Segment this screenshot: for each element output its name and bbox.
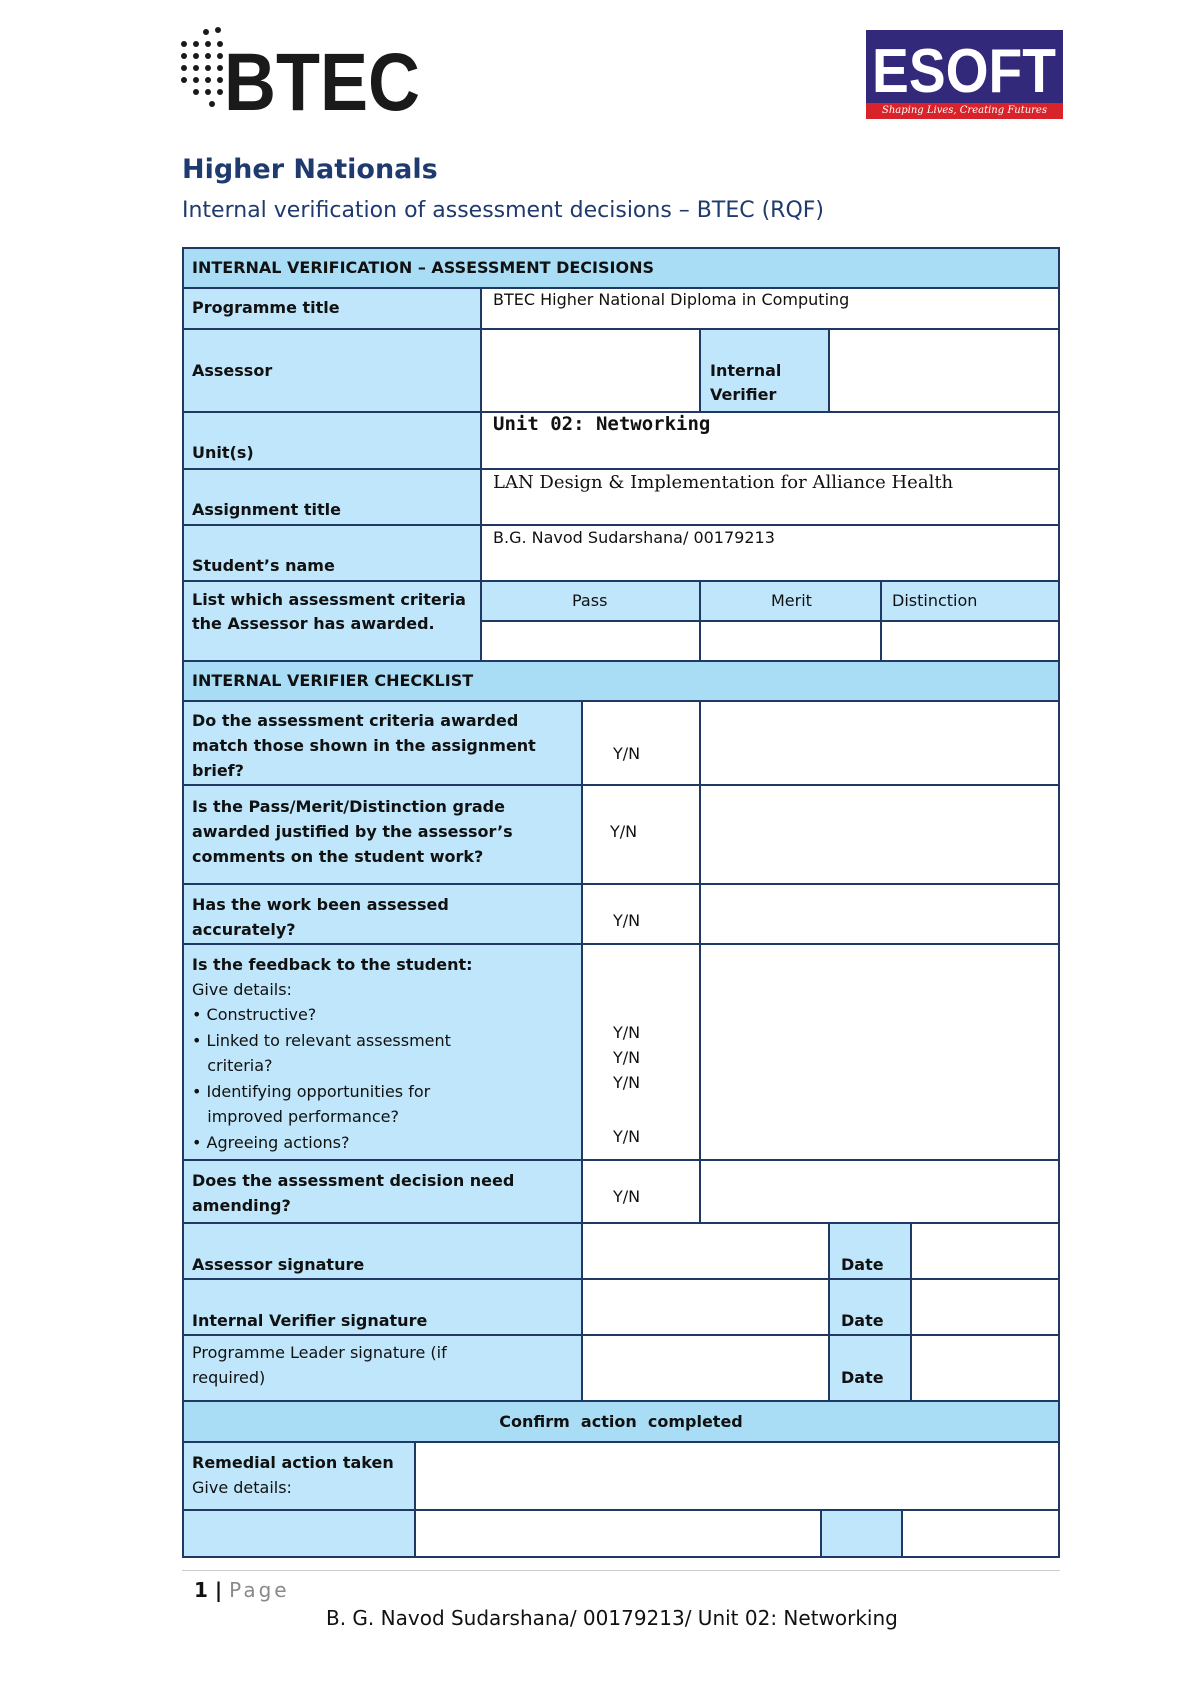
pl-signature-label-line1: Programme Leader signature (if xyxy=(192,1343,447,1362)
q4-yn-2[interactable]: Y/N xyxy=(613,1048,641,1067)
internal-verifier-label-line2: Verifier xyxy=(710,385,777,404)
remedial-give-details: Give details: xyxy=(192,1478,292,1497)
q4-improved: improved performance? xyxy=(192,1107,399,1126)
q2-line2: awarded justified by the assessor’s xyxy=(192,822,513,841)
q2-line3: comments on the student work? xyxy=(192,847,484,866)
btec-logo xyxy=(178,26,428,116)
btec-logo-text: BTEC xyxy=(224,37,420,116)
q1-line1: Do the assessment criteria awarded xyxy=(192,711,519,730)
remedial-label: Remedial action taken xyxy=(192,1453,394,1472)
confirm-heading: Confirm action completed xyxy=(499,1412,743,1431)
q4-yn-4[interactable]: Y/N xyxy=(613,1127,641,1146)
q4-criteria: criteria? xyxy=(192,1056,273,1075)
q5-line2: amending? xyxy=(192,1196,291,1215)
programme-title-label: Programme title xyxy=(192,298,340,317)
student-name-value: B.G. Navod Sudarshana/ 00179213 xyxy=(493,528,775,547)
page-title: Higher Nationals xyxy=(182,154,438,185)
page-word: Page xyxy=(229,1578,290,1602)
q4-linked: • Linked to relevant assessment xyxy=(192,1031,451,1050)
assignment-title-label: Assignment title xyxy=(192,500,342,519)
esoft-logo xyxy=(866,30,1063,119)
form-heading: INTERNAL VERIFICATION – ASSESSMENT DECISIONS xyxy=(192,258,654,277)
iv-date-label: Date xyxy=(841,1311,884,1330)
criteria-label-line1: List which assessment criteria xyxy=(192,590,466,609)
q4-agreeing: • Agreeing actions? xyxy=(192,1133,350,1152)
assignment-title-value: LAN Design & Implementation for Alliance Health xyxy=(493,472,954,493)
iv-signature-label: Internal Verifier signature xyxy=(192,1311,428,1330)
pl-signature-label-line2: required) xyxy=(192,1368,266,1387)
esoft-tagline: Shaping Lives, Creating Futures xyxy=(866,103,1063,119)
assessor-label: Assessor xyxy=(192,361,273,380)
page-number xyxy=(194,1578,290,1602)
remedial-small-cell xyxy=(821,1510,902,1558)
q2-yn[interactable]: Y/N xyxy=(610,822,638,841)
q5-yn[interactable]: Y/N xyxy=(613,1187,641,1206)
criteria-label-line2: the Assessor has awarded. xyxy=(192,614,435,633)
esoft-logo-text: ESOFT xyxy=(872,37,1057,100)
grade-pass-header: Pass xyxy=(572,591,608,610)
student-name-label: Student’s name xyxy=(192,556,335,575)
unit-label: Unit(s) xyxy=(192,443,254,462)
q2-line1: Is the Pass/Merit/Distinction grade xyxy=(192,797,505,816)
internal-verifier-label-line1: Internal xyxy=(710,361,782,380)
footer-rule xyxy=(182,1570,1060,1571)
q1-line2: match those shown in the assignment xyxy=(192,736,536,755)
q3-yn[interactable]: Y/N xyxy=(613,911,641,930)
q1-yn[interactable]: Y/N xyxy=(613,744,641,763)
grade-merit-header: Merit xyxy=(771,591,812,610)
q4-yn-3[interactable]: Y/N xyxy=(613,1073,641,1092)
checklist-heading: INTERNAL VERIFIER CHECKLIST xyxy=(192,671,474,690)
q4-yn-1[interactable]: Y/N xyxy=(613,1023,641,1042)
footer-text: B. G. Navod Sudarshana/ 00179213/ Unit 02: Networking xyxy=(326,1606,898,1630)
q5-line1: Does the assessment decision need xyxy=(192,1171,515,1190)
page-subtitle: Internal verification of assessment decisions – BTEC (RQF) xyxy=(182,198,824,223)
q3-line1: Has the work been assessed xyxy=(192,895,449,914)
q4-identifying: • Identifying opportunities for xyxy=(192,1082,431,1101)
q3-line2: accurately? xyxy=(192,920,296,939)
assessor-signature-label: Assessor signature xyxy=(192,1255,365,1274)
assessor-date-label: Date xyxy=(841,1255,884,1274)
q4-constructive: • Constructive? xyxy=(192,1005,317,1024)
page-number-value: 1 xyxy=(194,1578,208,1602)
grade-distinction-header: Distinction xyxy=(892,591,978,610)
q4-give-details: Give details: xyxy=(192,980,292,999)
page-number-separator: | xyxy=(207,1578,230,1602)
programme-title-value: BTEC Higher National Diploma in Computing xyxy=(493,290,850,309)
pl-date-label: Date xyxy=(841,1368,884,1387)
unit-value: Unit 02: Networking xyxy=(493,413,711,435)
q4-title: Is the feedback to the student: xyxy=(192,955,473,974)
verification-form xyxy=(182,247,1060,1558)
q1-line3: brief? xyxy=(192,761,244,780)
